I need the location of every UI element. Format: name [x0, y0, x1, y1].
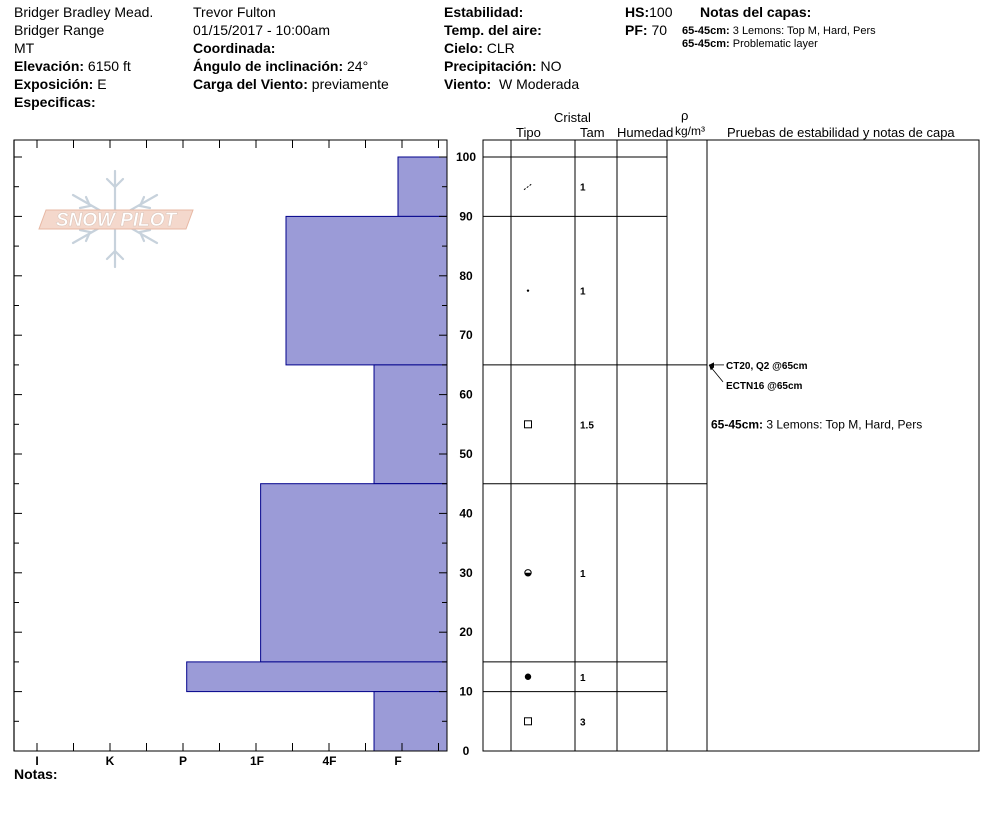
depth-tick-label: 100 — [455, 150, 477, 164]
grain-size-label: 1 — [580, 286, 586, 298]
hardness-tick-label: P — [178, 754, 188, 768]
grain-size-label: 1.5 — [580, 420, 594, 432]
layer-grid — [483, 140, 979, 751]
hardness-tick-label: 4F — [322, 754, 337, 768]
grain-size-label: 1 — [580, 182, 586, 194]
size-header: Tam — [580, 125, 605, 140]
pf-value: 70 — [651, 22, 668, 38]
layer-notes-title: Notas del capas: — [700, 4, 812, 20]
test-label: CT20, Q2 @65cm — [726, 360, 808, 372]
rho-header: ρ — [681, 108, 689, 123]
coord-label: Coordinada: — [193, 40, 276, 56]
depth-tick-label: 50 — [459, 447, 473, 461]
faceted-crystal-icon — [525, 718, 532, 725]
type-header: Tipo — [516, 125, 541, 140]
grain-size-label: 1 — [580, 672, 586, 684]
state-text: MT — [14, 40, 35, 56]
layer-note-1-text: 3 Lemons: Top M, Hard, Pers — [732, 25, 876, 37]
aspect-value: E — [97, 76, 107, 92]
wind-value: W Moderada — [498, 76, 580, 92]
precip-value: NO — [540, 58, 562, 74]
moisture-header: Humedad — [617, 125, 674, 140]
hardness-tick-label: 1F — [249, 754, 265, 768]
depth-tick-label: 30 — [459, 565, 473, 580]
observer-text: Trevor Fulton — [193, 4, 276, 20]
notes-label: Notas: — [14, 766, 58, 782]
sky-label: Cielo: — [444, 40, 483, 56]
layer-note-text: 3 Lemons: Top M, Hard, Pers — [766, 417, 923, 432]
location-text: Bridger Bradley Mead. — [14, 4, 154, 20]
layer-note-1-range: 65-45cm: — [682, 25, 730, 37]
snowpilot-logo — [39, 171, 193, 267]
wind-load-label: Carga del Viento: — [193, 76, 308, 92]
layer-note — [711, 417, 922, 431]
layer-table-frame — [483, 140, 979, 751]
sky-value: CLR — [486, 40, 515, 56]
aspect-label: Exposición: — [14, 76, 94, 92]
depth-tick-label: 60 — [459, 387, 473, 402]
hardness-tick-label: K — [105, 754, 115, 768]
logo-text: SNOW PILOT — [55, 210, 177, 231]
hs-value: 100 — [649, 4, 673, 20]
layer-note-2-range: 65-45cm: — [682, 38, 730, 50]
elevation-label: Elevación: — [14, 58, 85, 74]
hs-label: HS: — [625, 4, 650, 20]
precip-label: Precipitación: — [444, 58, 537, 74]
layer-note-range: 65-45cm: — [711, 417, 767, 432]
depth-tick-label: 10 — [459, 684, 473, 699]
faceted-crystal-icon — [525, 421, 532, 428]
stability-label: Estabilidad: — [444, 4, 524, 20]
range-text: Bridger Range — [14, 22, 105, 38]
slope-label: Ángulo de inclinación: — [193, 58, 344, 74]
hardness-tick-label: F — [394, 754, 402, 768]
depth-tick-label: 0 — [462, 744, 470, 758]
crystal-header: Cristal — [554, 110, 591, 125]
stability-tests — [709, 361, 922, 431]
elevation-value: 6150 ft — [87, 58, 131, 74]
hardness-bar — [374, 692, 447, 751]
hardness-tick-label: I — [35, 754, 39, 768]
grain-size-label: 1 — [580, 568, 586, 580]
precip-particle-icon — [527, 289, 529, 291]
density-unit-header: kg/m³ — [675, 124, 705, 138]
specifics-label: Especificas: — [14, 94, 96, 110]
datetime-text: 01/15/2017 - 10:00am — [193, 22, 330, 38]
layer-note-2-text: Problematic layer — [732, 38, 818, 50]
hardness-bar — [374, 365, 447, 484]
hardness-bar — [261, 484, 447, 662]
melt-freeze-icon — [525, 674, 531, 680]
hardness-bar — [286, 216, 447, 365]
depth-tick-label: 90 — [459, 209, 473, 224]
depth-tick-label: 20 — [459, 625, 473, 640]
depth-tick-label: 70 — [459, 328, 473, 343]
wind-label: Viento: — [444, 76, 492, 92]
depth-tick-label: 40 — [459, 506, 473, 521]
pf-label: PF: — [625, 22, 648, 38]
hardness-bar — [398, 157, 447, 216]
decomposing-particle-icon — [524, 184, 532, 190]
depth-tick-label: 80 — [459, 268, 473, 283]
hardness-bar — [187, 662, 447, 692]
grain-size-label: 3 — [580, 717, 586, 729]
test-label: ECTN16 @65cm — [726, 380, 803, 392]
tests-header: Pruebas de estabilidad y notas de capa — [727, 125, 955, 140]
grain-type-symbols — [524, 183, 594, 729]
slope-value: 24° — [347, 58, 369, 74]
air-temp-label: Temp. del aire: — [444, 22, 542, 38]
wind-load-value: previamente — [311, 76, 389, 92]
hardness-bars — [187, 157, 447, 751]
